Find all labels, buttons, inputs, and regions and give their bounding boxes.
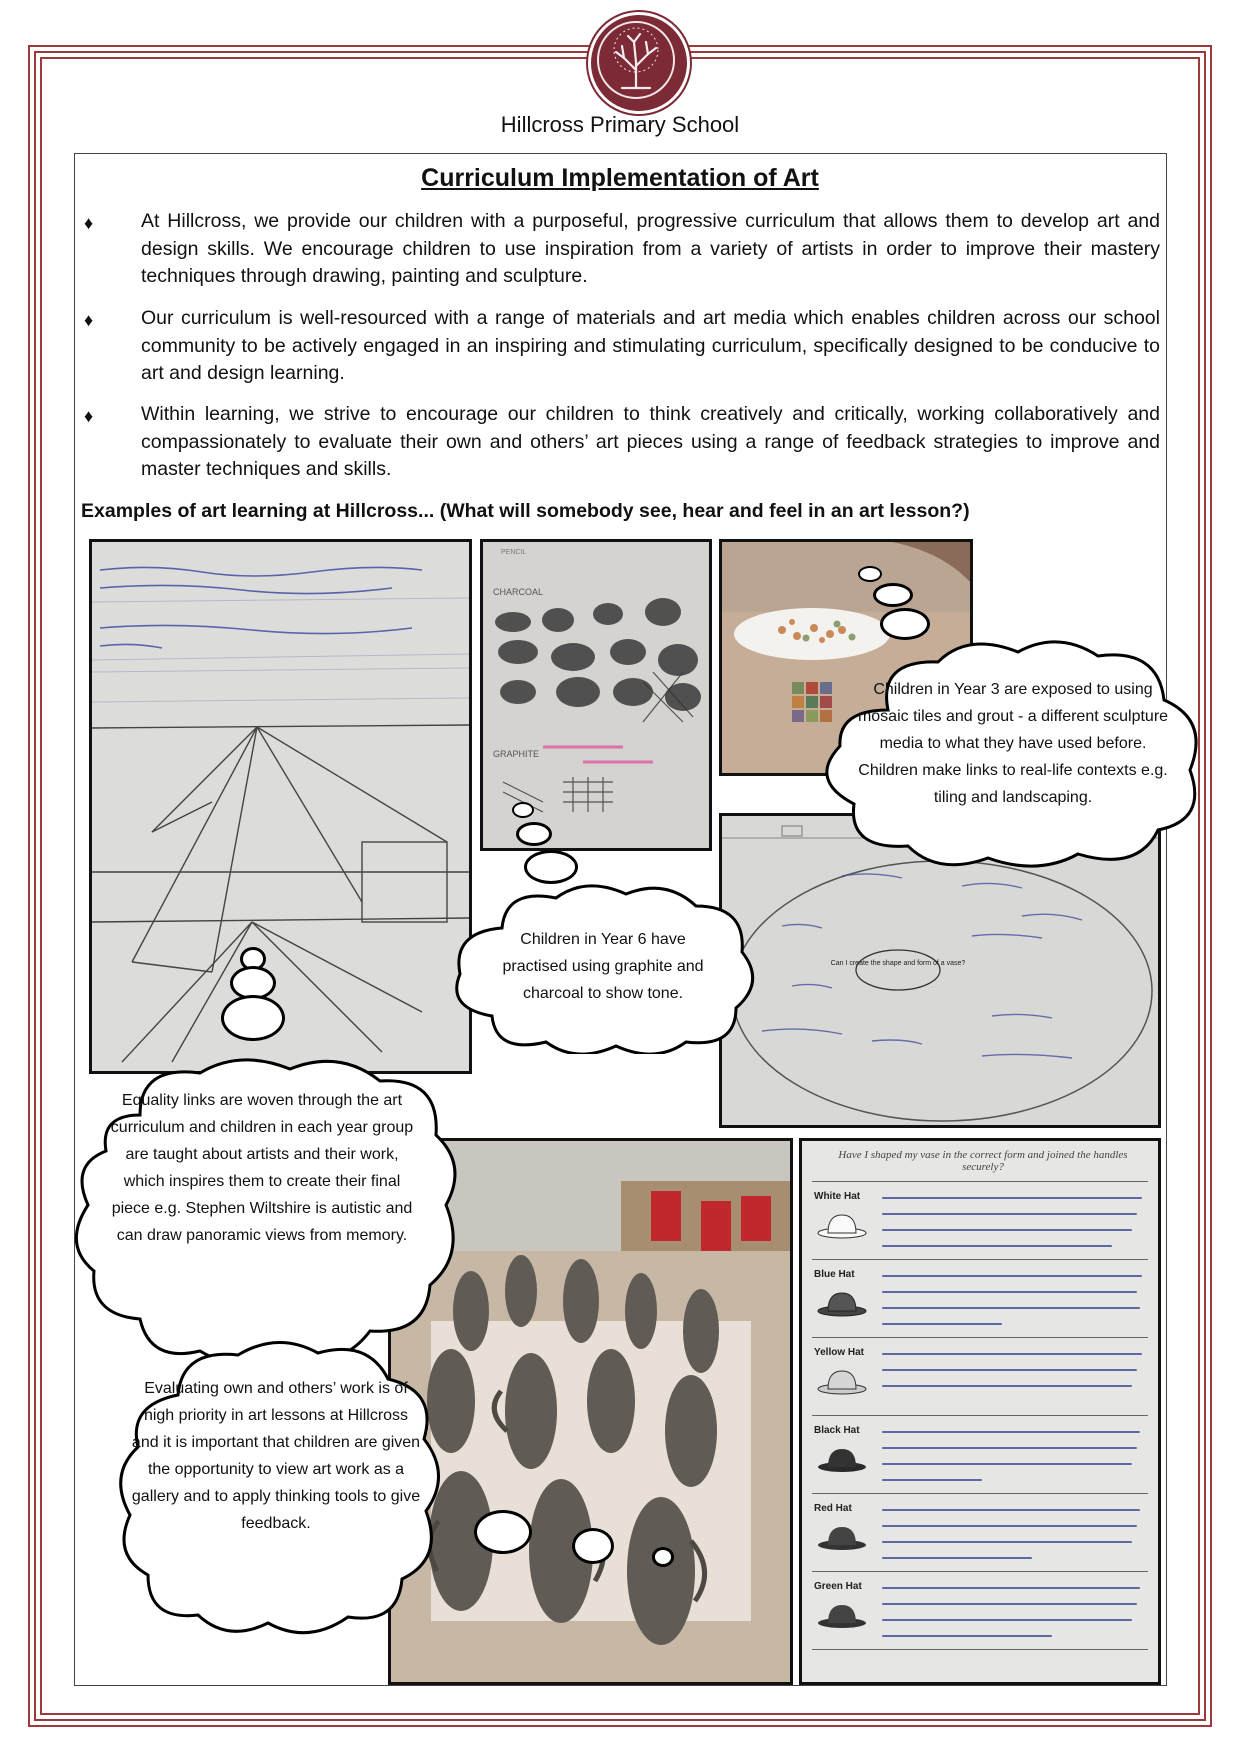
thought-bubble-dot [221, 995, 285, 1041]
yellow-hat-icon [816, 1365, 868, 1395]
handwriting-line [882, 1603, 1137, 1605]
perspective-drawing-photo [89, 539, 472, 1074]
handwriting-line [882, 1635, 1052, 1637]
green-hat-icon [816, 1599, 868, 1629]
handwriting-line [882, 1323, 1002, 1325]
handwriting-line [882, 1587, 1140, 1589]
thought-bubble-dot [858, 566, 882, 582]
graphite-label: GRAPHITE [493, 749, 540, 759]
perspective-drawing-image [92, 542, 469, 1071]
hat-row-divider [812, 1259, 1148, 1260]
handwriting-line [882, 1525, 1137, 1527]
hat-row-divider [812, 1415, 1148, 1416]
hat-label-black: Black Hat [814, 1425, 860, 1436]
thinking-hats-photo [799, 1138, 1161, 1685]
thought-bubble-dot [516, 822, 552, 846]
handwriting-line [882, 1463, 1132, 1465]
school-name: Hillcross Primary School [500, 112, 740, 137]
equality-text: Equality links are woven through the art curriculum and children in each year group are taught about artists and their work, which inspires them to create their final piece e.g. Stephen Wiltshire is autistic and can draw panoramic views from memory. [110, 1092, 414, 1244]
hat-label-blue: Blue Hat [814, 1269, 855, 1280]
handwriting-line [882, 1197, 1142, 1199]
thought-bubble-dot [572, 1528, 614, 1564]
blue-hat-icon [816, 1287, 868, 1317]
paragraph-2: Our curriculum is well-resourced with a range of materials and art media which enables children across our school community to be actively engaged in an inspiring and stimulating curriculum, specifically designed to be conducive to art and design learning. [141, 307, 1160, 384]
red-hat-icon [816, 1521, 868, 1551]
tree-icon [588, 12, 684, 108]
hat-label-white: White Hat [814, 1191, 861, 1202]
evaluating-cloud [108, 1335, 448, 1641]
hat-label-green: Green Hat [814, 1581, 862, 1592]
hat-row-divider [812, 1649, 1148, 1650]
handwriting-line [882, 1385, 1132, 1387]
hat-label-red: Red Hat [814, 1503, 852, 1514]
thought-bubble-dot [880, 608, 930, 640]
handwriting-line [882, 1353, 1142, 1355]
hats-question: Have I shaped my vase in the correct form and joined the handles securely? [838, 1149, 1128, 1173]
handwriting-line [882, 1291, 1137, 1293]
year3-cloud [818, 640, 1208, 870]
bullet-icon: ♦ [84, 213, 94, 233]
handwriting-line [882, 1431, 1140, 1433]
handwriting-line [882, 1213, 1137, 1215]
thought-bubble-dot [474, 1510, 532, 1554]
year3-text: Children in Year 3 are exposed to using mosaic tiles and grout - a different sculpture media to what they have used before. Children make links to real-life contexts e.g. tiling and landscaping. [857, 681, 1169, 806]
page-title: Curriculum Implementation of Art [421, 164, 819, 192]
thought-bubble-dot [652, 1547, 674, 1567]
paragraph-1: At Hillcross, we provide our children with a purposeful, progressive curriculum that allows them to develop art and design skills. We encourage children to use inspiration from a variety of artists in order to improve their mastery techniques through drawing, painting and sculpture. [141, 210, 1160, 287]
handwriting-line [882, 1369, 1137, 1371]
evaluating-text: Evaluating own and others’ work is of high priority in art lessons at Hillcross and it is important that children are given the opportunity to view art work as a gallery and to apply thinking tools to give feedback. [131, 1380, 421, 1532]
equality-cloud [70, 1055, 462, 1373]
white-hat-icon [816, 1209, 868, 1239]
hat-row-divider [812, 1181, 1148, 1182]
bullet-icon: ♦ [84, 310, 94, 330]
year6-text: Children in Year 6 have practised using graphite and charcoal to show tone. [502, 931, 704, 1002]
hat-row-divider [812, 1337, 1148, 1338]
thought-bubble-dot [873, 583, 913, 607]
handwriting-line [882, 1229, 1132, 1231]
handwriting-line [882, 1557, 1032, 1559]
hat-label-yellow: Yellow Hat [814, 1347, 865, 1358]
year6-cloud [446, 882, 760, 1054]
paragraph-3: Within learning, we strive to encourage our children to think creatively and critically, working collaboratively and compassionately to evaluate their own and others’ art pieces using a range of feedback strategies to improve and master techniques and skills. [141, 403, 1160, 480]
bullet-icon: ♦ [84, 406, 94, 426]
handwriting-line [882, 1619, 1132, 1621]
handwriting-line [882, 1447, 1137, 1449]
black-hat-icon [816, 1443, 868, 1473]
handwriting-line [882, 1509, 1140, 1511]
thought-bubble-dot [512, 802, 534, 818]
pencil-label: PENCIL [501, 549, 527, 556]
handwriting-line [882, 1541, 1132, 1543]
vase-centre-text: Can I create the shape and form of a vase? [830, 960, 966, 967]
handwriting-line [882, 1275, 1142, 1277]
thought-bubble-dot [524, 850, 578, 884]
handwriting-line [882, 1479, 982, 1481]
hat-row-divider [812, 1493, 1148, 1494]
handwriting-line [882, 1245, 1112, 1247]
school-logo [588, 12, 690, 114]
hat-row-divider [812, 1571, 1148, 1572]
examples-heading: Examples of art learning at Hillcross... (What will somebody see, hear and feel in an art lesson?) [81, 500, 970, 522]
handwriting-line [882, 1307, 1140, 1309]
charcoal-label: CHARCOAL [493, 587, 544, 597]
